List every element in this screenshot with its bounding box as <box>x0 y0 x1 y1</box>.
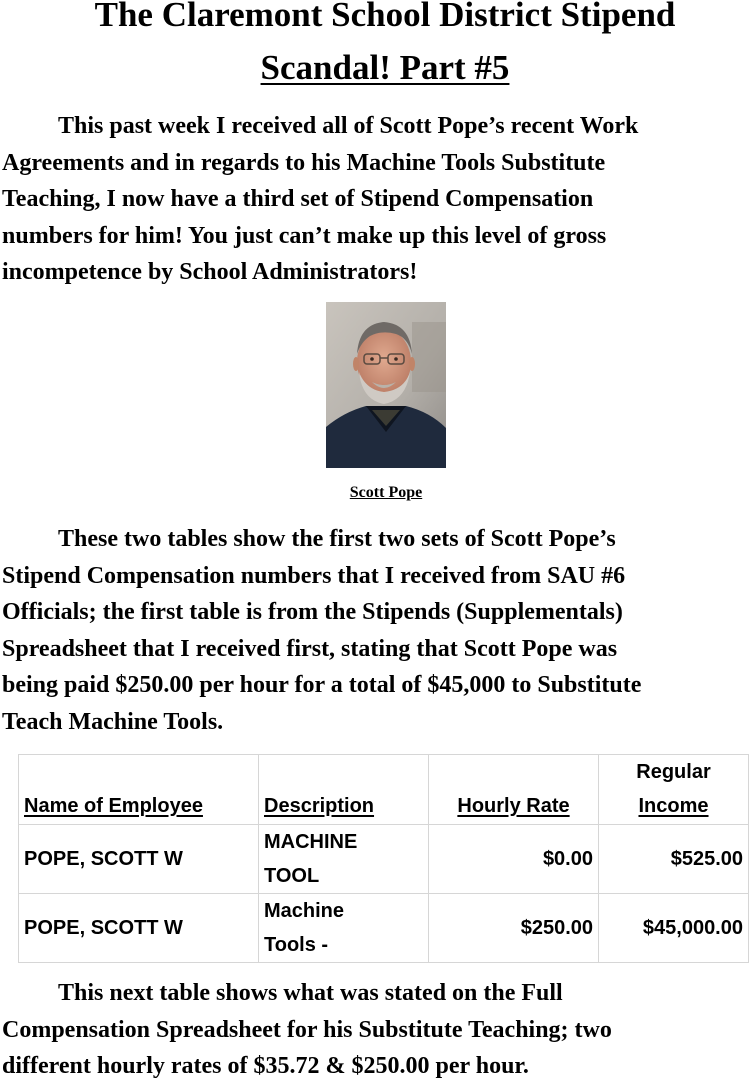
title-line-2-text: Scandal! Part #5 <box>260 48 510 87</box>
paragraph-line: Teach Machine Tools. <box>2 708 224 735</box>
paragraph-line: Officials; the first table is from the Stipends (Supplementals) <box>2 599 623 626</box>
paragraph-line: These two tables show the first two sets of Scott Pope’s <box>58 526 616 552</box>
header-description-cell <box>259 755 429 825</box>
header-name: Name of Employee <box>24 795 203 817</box>
cell-regular-income: $525.00 <box>599 825 749 894</box>
paragraph-line: numbers for him! You just can’t make up this level of gross <box>2 222 607 249</box>
header-regular-income-cell <box>599 755 749 825</box>
stipend-table <box>18 754 749 963</box>
header-regular-income-line2: Income <box>638 795 709 817</box>
paragraph-line: Compensation Spreadsheet for his Substitute Teaching; two <box>2 1016 612 1043</box>
scott-pope-photo <box>326 302 446 468</box>
cell-name: POPE, SCOTT W <box>19 894 259 963</box>
description-line1: MACHINE <box>264 831 358 853</box>
paragraph-line: This next table shows what was stated on the Full <box>58 980 563 1006</box>
paragraph-line: Teaching, I now have a third set of Stipend Compensation <box>2 186 594 213</box>
cell-description <box>259 825 429 894</box>
paragraph-line: incompetence by School Administrators! <box>2 259 418 286</box>
paragraph-line: Agreements and in regards to his Machine Tools Substitute <box>2 149 606 176</box>
cell-description <box>259 894 429 963</box>
description-line1: Machine <box>264 900 345 922</box>
cell-hourly-rate: $250.00 <box>429 894 599 963</box>
table-header-row <box>19 755 749 825</box>
description-line2: TOOL <box>264 865 320 887</box>
title-line-1: The Claremont School District Stipend <box>94 0 676 34</box>
table-row <box>19 825 749 894</box>
paragraph-line: different hourly rates of $35.72 & $250.00 per hour. <box>2 1053 529 1080</box>
title-line-2 <box>0 50 752 86</box>
cell-name: POPE, SCOTT W <box>19 825 259 894</box>
tables-paragraph <box>2 521 752 741</box>
header-description: Description <box>264 795 375 817</box>
closing-paragraph <box>2 975 752 1085</box>
table-row <box>19 894 749 963</box>
paragraph-line: Stipend Compensation numbers that I received from SAU #6 <box>2 562 626 589</box>
header-hourly-rate: Hourly Rate <box>457 795 570 817</box>
paragraph-line: Spreadsheet that I received first, stating that Scott Pope was <box>2 635 618 662</box>
paragraph-line: being paid $250.00 per hour for a total of $45,000 to Substitute <box>2 672 642 699</box>
photo-caption: Scott Pope <box>349 484 423 501</box>
intro-paragraph <box>2 108 752 291</box>
cell-regular-income: $45,000.00 <box>599 894 749 963</box>
description-line2: Tools - <box>264 934 329 956</box>
header-regular-income-line1: Regular <box>636 761 711 783</box>
paragraph-line: This past week I received all of Scott Pope’s recent Work <box>58 113 639 139</box>
cell-hourly-rate: $0.00 <box>429 825 599 894</box>
header-name-cell <box>19 755 259 825</box>
header-hourly-rate-cell <box>429 755 599 825</box>
